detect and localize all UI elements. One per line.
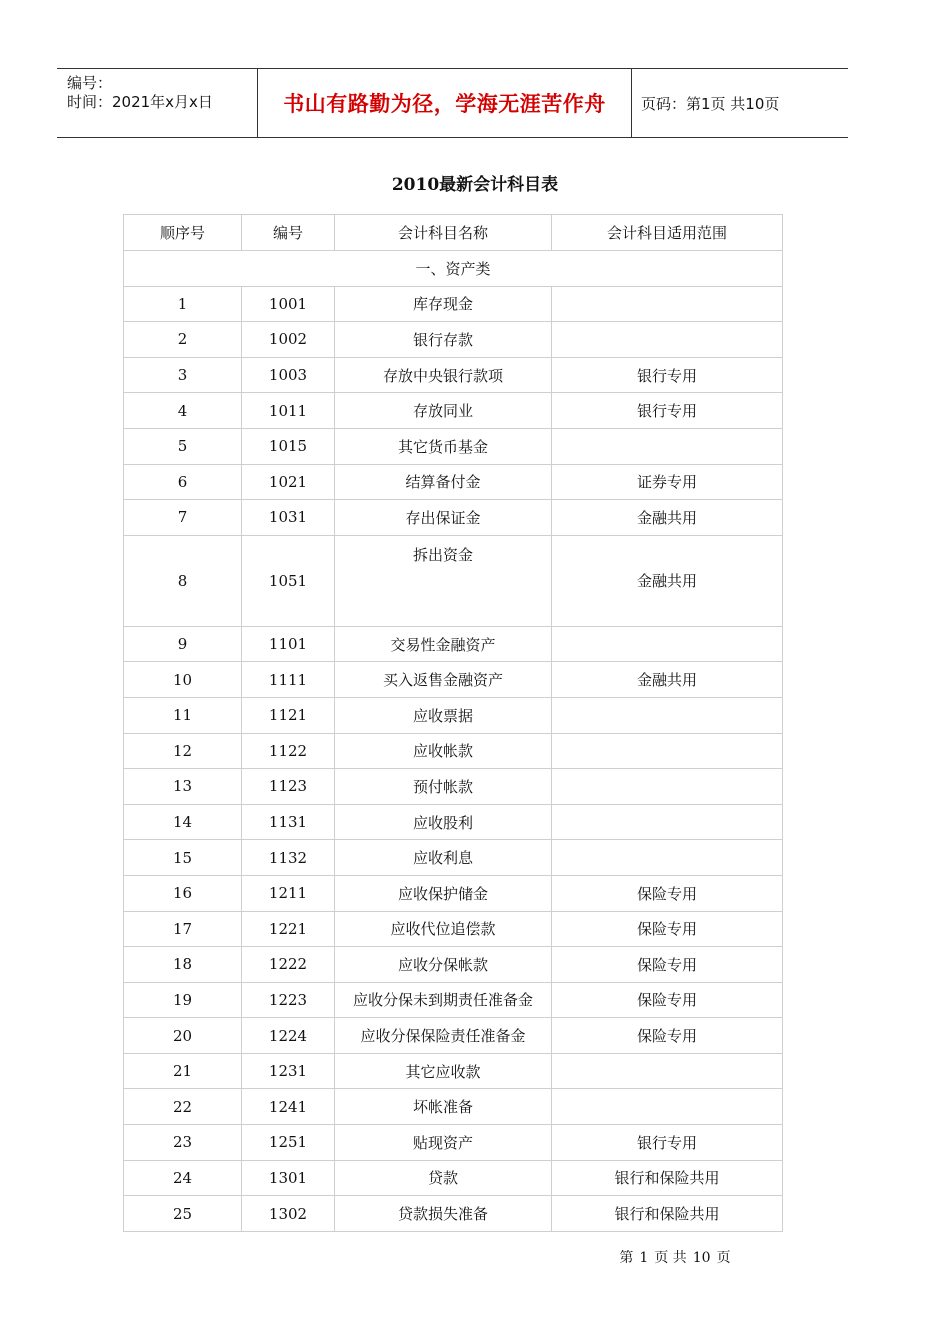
table-row [124,804,783,840]
motto-text: 书山有路勤为径，学海无涯苦作舟 [283,92,606,116]
account-code: 1011 [242,393,335,429]
account-code: 1132 [242,840,335,876]
row-number: 24 [124,1160,242,1196]
account-code: 1131 [242,804,335,840]
account-name: 拆出资金 [335,535,552,626]
row-number: 11 [124,697,242,733]
table-row [124,393,783,429]
account-code: 1001 [242,286,335,322]
row-number: 22 [124,1089,242,1125]
account-name: 交易性金融资产 [335,626,552,662]
account-code: 1302 [242,1196,335,1232]
account-scope: 证券专用 [552,464,783,500]
account-name: 存放同业 [335,393,552,429]
table-row [124,875,783,911]
account-name: 其它货币基金 [335,428,552,464]
account-scope: 银行专用 [552,393,783,429]
table-row [124,947,783,983]
page-header [57,68,848,138]
row-number: 13 [124,769,242,805]
row-number: 2 [124,322,242,358]
row-number: 3 [124,357,242,393]
table-row [124,322,783,358]
account-name: 贷款损失准备 [335,1196,552,1232]
row-number: 23 [124,1125,242,1161]
row-number: 17 [124,911,242,947]
account-scope [552,769,783,805]
page-info: 页码：第1页 共10页 [641,94,780,113]
document-title: 2010最新会计科目表 [391,175,559,195]
table-row [124,982,783,1018]
account-name: 坏帐准备 [335,1089,552,1125]
account-scope: 银行和保险共用 [552,1196,783,1232]
footer-suffix: 页 [716,1250,731,1266]
account-code: 1002 [242,322,335,358]
account-scope: 保险专用 [552,911,783,947]
account-name: 应收分保保险责任准备金 [335,1018,552,1054]
table-row [124,1053,783,1089]
account-name: 买入返售金融资产 [335,662,552,698]
section-label: 一、资产类 [124,251,783,287]
account-name: 应收票据 [335,697,552,733]
row-number: 5 [124,428,242,464]
table-row [124,662,783,698]
table-row [124,357,783,393]
column-header: 编号 [242,215,335,251]
footer-prefix: 第 [619,1250,634,1266]
row-number: 20 [124,1018,242,1054]
account-code: 1223 [242,982,335,1018]
row-number: 19 [124,982,242,1018]
row-number: 21 [124,1053,242,1089]
account-scope: 银行和保险共用 [552,1160,783,1196]
account-scope [552,1053,783,1089]
time-label: 时间：2021年x月x日 [67,93,213,111]
table-row [124,911,783,947]
row-number: 7 [124,500,242,536]
row-number: 4 [124,393,242,429]
table-row [124,769,783,805]
account-code: 1123 [242,769,335,805]
account-code: 1301 [242,1160,335,1196]
footer-total-pages: 10 [692,1250,711,1266]
account-scope: 银行专用 [552,357,783,393]
table-row [124,733,783,769]
account-code: 1224 [242,1018,335,1054]
footer-middle: 页 共 [654,1250,687,1266]
account-scope: 金融共用 [552,662,783,698]
table-row [124,1160,783,1196]
account-code: 1101 [242,626,335,662]
row-number: 1 [124,286,242,322]
account-name: 贷款 [335,1160,552,1196]
account-scope [552,804,783,840]
footer-page-number: 1 [639,1250,649,1266]
header-motto-cell [258,69,632,137]
account-name: 银行存款 [335,322,552,358]
page-footer [0,1247,950,1267]
account-name: 预付帐款 [335,769,552,805]
account-scope [552,840,783,876]
table-row [124,1196,783,1232]
account-scope [552,1089,783,1125]
account-code: 1021 [242,464,335,500]
table-row [124,840,783,876]
row-number: 12 [124,733,242,769]
account-code: 1111 [242,662,335,698]
table-row [124,464,783,500]
table-row [124,500,783,536]
account-name: 应收股利 [335,804,552,840]
table-row [124,697,783,733]
row-number: 8 [124,535,242,626]
header-page-cell [632,69,848,137]
row-number: 15 [124,840,242,876]
account-scope [552,626,783,662]
row-number: 16 [124,875,242,911]
table-header-row [124,215,783,251]
account-name: 应收代位追偿款 [335,911,552,947]
account-scope [552,286,783,322]
account-name: 应收保护储金 [335,875,552,911]
account-name: 结算备付金 [335,464,552,500]
header-meta [57,69,258,137]
account-name: 贴现资产 [335,1125,552,1161]
account-name: 其它应收款 [335,1053,552,1089]
account-scope: 金融共用 [552,500,783,536]
row-number: 18 [124,947,242,983]
account-code: 1251 [242,1125,335,1161]
table-row [124,1089,783,1125]
account-code: 1211 [242,875,335,911]
account-name: 应收分保未到期责任准备金 [335,982,552,1018]
table-row [124,535,783,626]
row-number: 9 [124,626,242,662]
account-scope [552,428,783,464]
account-scope: 金融共用 [552,535,783,626]
table-row [124,428,783,464]
account-name: 应收利息 [335,840,552,876]
account-scope: 保险专用 [552,875,783,911]
account-code: 1231 [242,1053,335,1089]
account-scope [552,697,783,733]
row-number: 25 [124,1196,242,1232]
account-name: 库存现金 [335,286,552,322]
account-code: 1241 [242,1089,335,1125]
account-code: 1015 [242,428,335,464]
row-number: 6 [124,464,242,500]
table-row [124,1125,783,1161]
row-number: 14 [124,804,242,840]
account-name: 存放中央银行款项 [335,357,552,393]
section-row [124,251,783,287]
account-name: 存出保证金 [335,500,552,536]
account-name: 应收帐款 [335,733,552,769]
account-scope: 保险专用 [552,1018,783,1054]
account-name: 应收分保帐款 [335,947,552,983]
account-table [123,214,783,1232]
column-header: 会计科目名称 [335,215,552,251]
number-label: 编号： [67,74,113,92]
column-header: 顺序号 [124,215,242,251]
account-scope: 保险专用 [552,982,783,1018]
column-header: 会计科目适用范围 [552,215,783,251]
account-scope [552,322,783,358]
row-number: 10 [124,662,242,698]
account-code: 1121 [242,697,335,733]
account-code: 1031 [242,500,335,536]
table-row [124,286,783,322]
account-code: 1222 [242,947,335,983]
account-scope: 银行专用 [552,1125,783,1161]
account-scope: 保险专用 [552,947,783,983]
account-scope [552,733,783,769]
table-row [124,626,783,662]
account-code: 1122 [242,733,335,769]
account-code: 1221 [242,911,335,947]
table-row [124,1018,783,1054]
account-code: 1051 [242,535,335,626]
account-code: 1003 [242,357,335,393]
